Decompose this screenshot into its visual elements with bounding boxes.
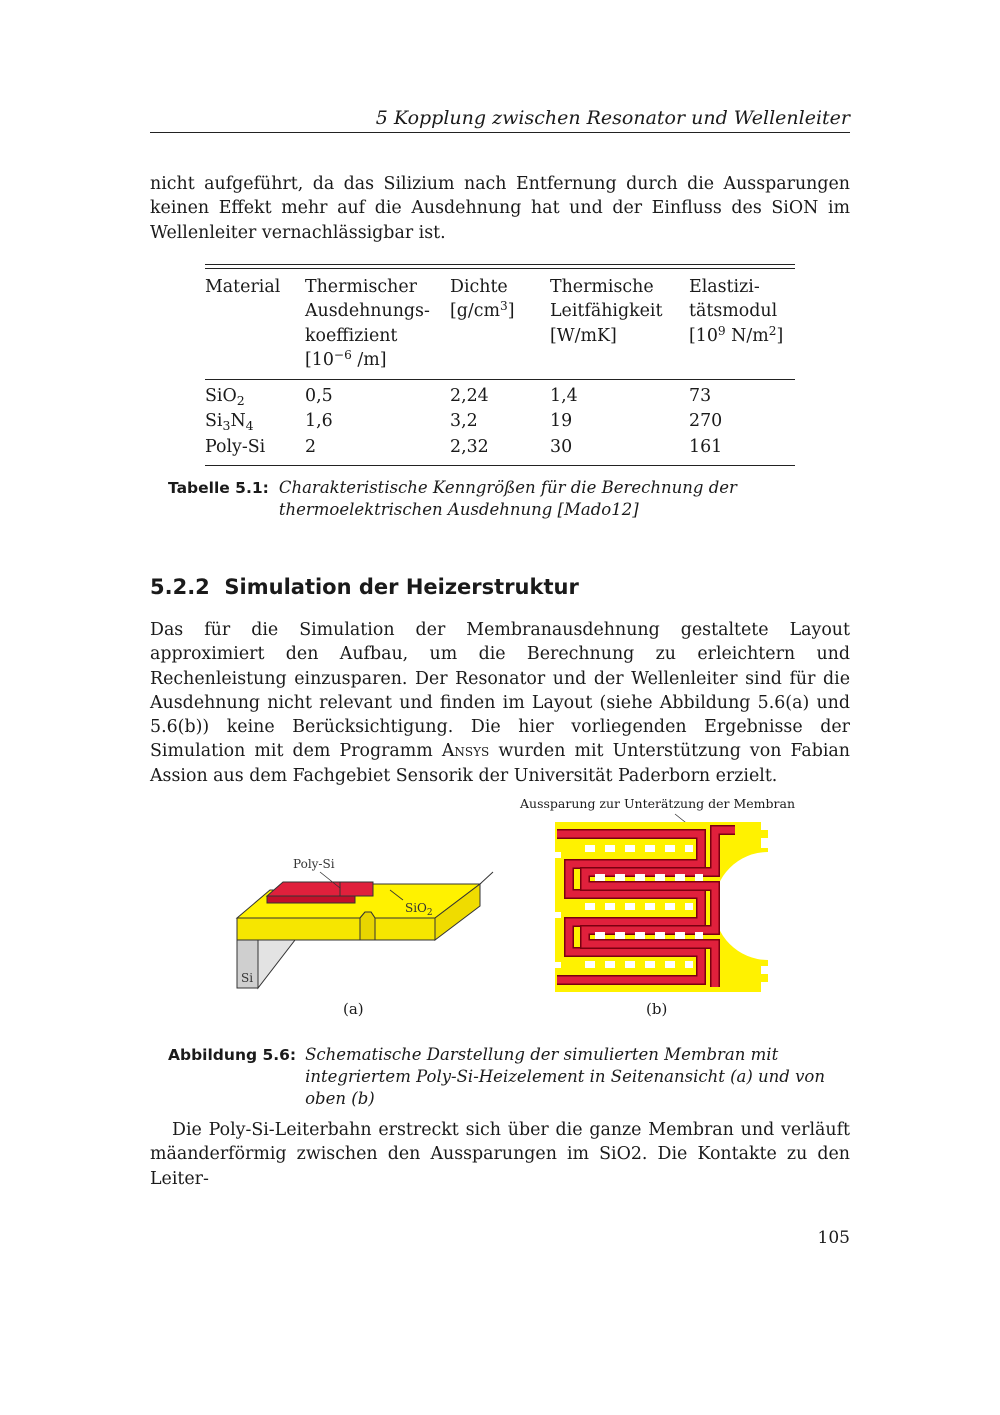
cell-density: 2,32: [450, 436, 489, 457]
cell-material: Poly-Si: [205, 436, 266, 457]
cell-material: $Si_3N_4$: [205, 411, 254, 434]
poly-si-contact: [340, 882, 373, 896]
figure-side-view: [225, 850, 495, 995]
table-row: [205, 384, 795, 409]
subfigure-label-a: (a): [343, 1000, 364, 1018]
header-material: Material: [205, 277, 281, 297]
section-title: Simulation der Heizerstruktur: [224, 575, 579, 599]
cell-modulus: 73: [689, 386, 712, 407]
table-caption-label: Tabelle 5.1:: [168, 479, 269, 497]
figure-caption: [168, 1044, 848, 1110]
table-bottom-rule: [205, 465, 795, 466]
cell-alpha: 1,6: [305, 411, 333, 432]
table-caption: [168, 477, 848, 521]
label-sio2: SiO$_2$: [405, 901, 433, 918]
subfigure-label-b: (b): [646, 1000, 668, 1018]
section-heading: [150, 575, 579, 599]
body-text-1: Das für die Simulation der Membranausdehnung gestaltete Layout approximiert den Aufbau, um die Berechnung zu erleichtern und Rechenleistung einzusparen. Der Resonator und der Wellenleiter sind für die Ausdehnung nicht relevant und finden im Layout (siehe Abbildung 5.6(a) und 5.6(b)) keine Berücksichtigung. Die hier vorliegenden Ergebnisse der Simulation mit dem Programm: [150, 620, 850, 762]
table-row: [205, 409, 795, 434]
cell-alpha: 0,5: [305, 386, 333, 407]
header-expansion: Thermischer Ausdehnungs- koeffizient [$10^{-6}$ /m]: [305, 277, 430, 370]
cell-conductivity: 19: [550, 411, 573, 432]
table-mid-rule: [205, 379, 795, 380]
material-table: [205, 264, 795, 466]
program-name: Ansys: [441, 741, 490, 762]
intro-text: nicht aufgeführt, da das Silizium nach Entfernung durch die Aussparungen keinen Effekt mehr auf die Ausdehnung hat und der Einfluss des SiON im Wellenleiter vernachlässigbar ist.: [150, 174, 850, 243]
figure-top-view: [555, 812, 770, 994]
running-header: 5 Kopplung zwischen Resonator und Wellenleiter: [375, 107, 850, 129]
header-modulus: Elastizi- tätsmodul [$10^9$ $N/m^2$]: [689, 277, 784, 346]
cell-conductivity: 1,4: [550, 386, 578, 407]
final-text: Die Poly-Si-Leiterbahn erstreckt sich über die ganze Membran und verläuft mäanderförmig zwischen den Aussparungen im SiO2. Die Kontakte zu den Leiter-: [150, 1120, 850, 1189]
header-conductivity: Thermische Leitfähigkeit [W/mK]: [550, 277, 663, 346]
label-si: Si: [241, 971, 254, 985]
table-caption-text: Charakteristische Kenngrößen für die Berechnung der thermoelektrischen Ausdehnung [Mado12]: [278, 478, 737, 519]
table-row: [205, 435, 795, 459]
sio2-groove: [360, 912, 375, 940]
figure-caption-text: Schematische Darstellung der simulierten Membran mit integriertem Poly-Si-Heizelement in Seitenansicht (a) und von oben (b): [305, 1045, 825, 1108]
poly-si-heater-front: [267, 896, 355, 903]
figure-caption-label: Abbildung 5.6:: [168, 1046, 297, 1064]
table-top-rule: [205, 264, 795, 269]
final-paragraph: [150, 1118, 850, 1191]
body-paragraph: [150, 618, 850, 788]
table-header-row: [205, 275, 795, 373]
annotation-aussparung: Aussparung zur Unterätzung der Membran: [520, 796, 795, 811]
cell-density: 2,24: [450, 386, 489, 407]
sio2-front-left: [237, 918, 360, 940]
cell-modulus: 270: [689, 411, 723, 432]
cell-modulus: 161: [689, 436, 723, 457]
sio2-front-right: [375, 918, 435, 940]
cell-conductivity: 30: [550, 436, 573, 457]
si-substrate-slope: [258, 940, 295, 988]
label-poly-si: Poly-Si: [293, 857, 335, 871]
section-number: 5.2.2: [150, 575, 210, 599]
intro-paragraph: [150, 172, 850, 245]
body-text-2: wurden mit Unterstützung von Fabian Assion aus dem Fachgebiet Sensorik der Universität Paderborn erzielt.: [150, 741, 850, 786]
header-rule: [150, 132, 850, 133]
header-density: Dichte $[g/cm^3]$: [450, 277, 515, 322]
cell-material: SiO$_2$: [205, 386, 245, 409]
page-number: 105: [817, 1228, 850, 1248]
cell-alpha: 2: [305, 436, 317, 457]
cell-density: 3,2: [450, 411, 478, 432]
